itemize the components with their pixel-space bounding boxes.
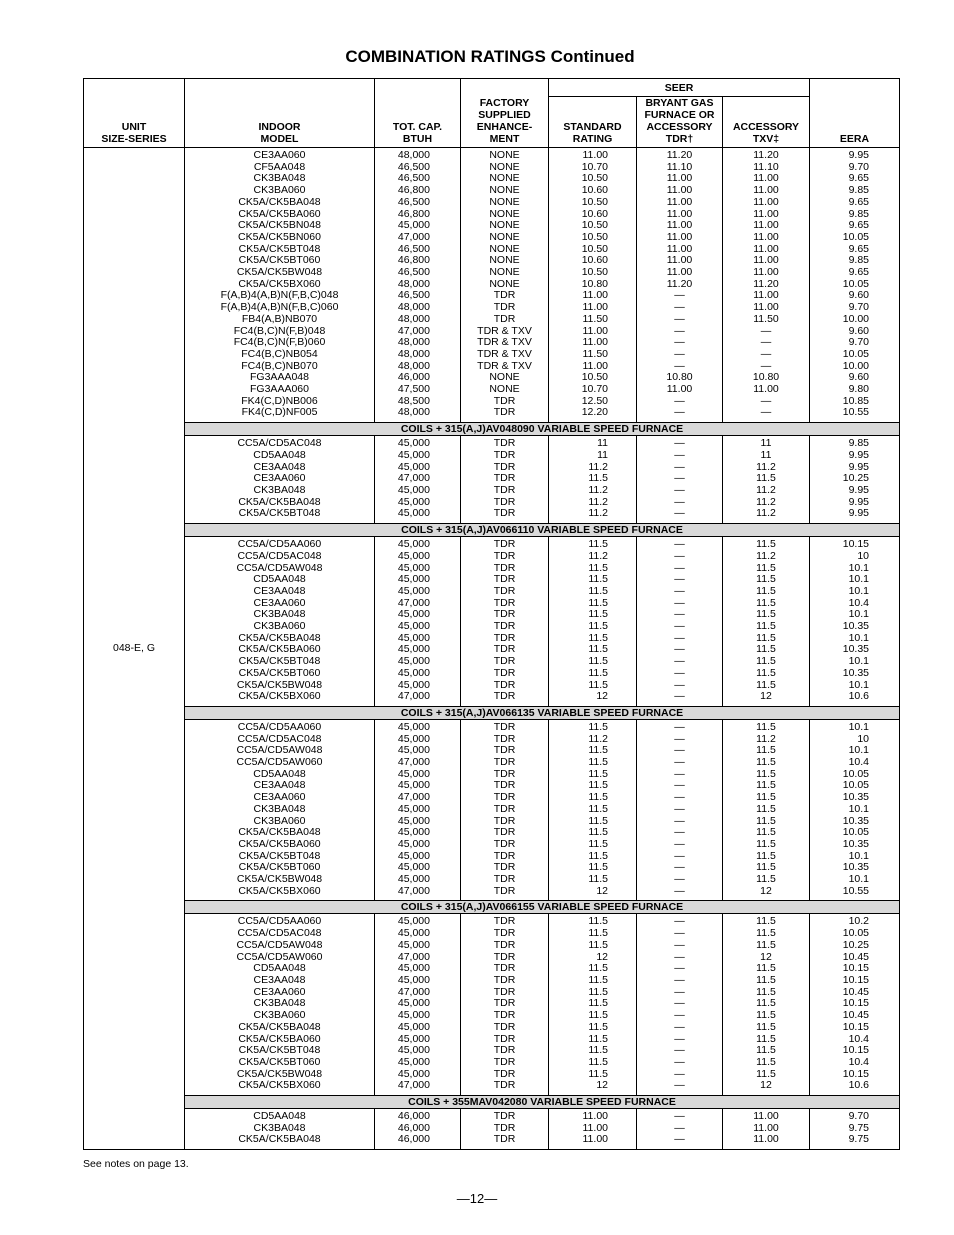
accessory-txv-cell: 11.00 11.00 11.00 [723,1109,810,1150]
accessory-txv-cell: 11.5 11.5 11.5 12 11.5 11.5 11.5 11.5 11.5 11.5 11.5 11.5 11.5 11.5 12 [723,914,810,1096]
accessory-txv-cell: 11.5 11.2 11.5 11.5 11.5 11.5 11.5 11.5 11.5 11.5 11.5 11.5 11.5 11.5 12 [723,719,810,901]
bryant-tdr-cell: — — — — — — — — — — — — — — — [637,719,723,901]
tot-cap-cell: 46,000 46,000 46,000 [375,1109,461,1150]
header-unit-size-series: UNIT SIZE-SERIES [84,79,185,148]
accessory-txv-cell: 11 11 11.2 11.5 11.2 11.2 11.2 [723,436,810,524]
tot-cap-cell: 45,000 45,000 45,000 47,000 45,000 45,000 47,000 45,000 45,000 45,000 45,000 45,000 45,000 45,000 47,000 [375,914,461,1096]
tot-cap-cell: 45,000 45,000 45,000 47,000 45,000 45,000 45,000 [375,436,461,524]
enhancement-cell: TDR TDR TDR [461,1109,549,1150]
bryant-tdr-cell: — — — [637,1109,723,1150]
tot-cap-cell: 45,000 45,000 45,000 45,000 45,000 47,000 45,000 45,000 45,000 45,000 45,000 45,000 45,000 47,000 [375,537,461,707]
bryant-tdr-cell: 11.20 11.10 11.00 11.00 11.00 11.00 11.00 11.00 11.00 11.00 11.00 11.20 — — — — — — — 10.80 11.00 — — [637,148,723,423]
page-title: COMBINATION RATINGS Continued [345,47,635,66]
eera-cell: 10.1 10 10.1 10.4 10.05 10.05 10.35 10.1 10.35 10.05 10.35 10.1 10.35 10.1 10.55 [810,719,900,901]
indoor-model-cell: CE3AA060 CF5AA048 CK3BA048 CK3BA060 CK5A/CK5BA048 CK5A/CK5BA060 CK5A/CK5BN048 CK5A/CK5BN060 CK5A/CK5BT048 CK5A/CK5BT060 CK5A/CK5BW048 CK5A/CK5BX060 F(A,B)4(A,B)N(F,B,C)048 F(A,B)4(A,B)N(F,B,C)060 FB4(A,B)NB070 FC4(B,C)N(F,B)048 FC4(B,C)N(F,B)060 FC4(B,C)NB054 FC4(B,C)NB070 FG3AAA048 FG3AAA060 FK4(C,D)NB006 FK4(C,D)NF005 [185,148,375,423]
standard-rating-cell: 11.5 11.2 11.5 11.5 11.5 11.5 11.5 11.5 11.5 11.5 11.5 11.5 11.5 12 [549,537,637,707]
enhancement-cell: NONE NONE NONE NONE NONE NONE NONE NONE NONE NONE NONE NONE TDR TDR TDR TDR & TXV TDR & TXV TDR & TXV TDR & TXV NONE NONE TDR TDR [461,148,549,423]
tot-cap-cell: 45,000 45,000 45,000 47,000 45,000 45,000 47,000 45,000 45,000 45,000 45,000 45,000 45,000 45,000 47,000 [375,719,461,901]
tot-cap-cell: 48,000 46,500 46,500 46,800 46,500 46,800 45,000 47,000 46,500 46,800 46,500 48,000 46,500 48,000 48,000 47,000 48,000 48,000 48,000 46,000 47,500 48,500 48,000 [375,148,461,423]
table-row-group [84,1109,900,1150]
standard-rating-cell: 11.5 11.5 11.5 12 11.5 11.5 11.5 11.5 11.5 11.5 11.5 11.5 11.5 11.5 12 [549,914,637,1096]
bryant-tdr-cell: — — — — — — — — — — — — — — [637,537,723,707]
enhancement-cell: TDR TDR TDR TDR TDR TDR TDR TDR TDR TDR TDR TDR TDR TDR TDR [461,719,549,901]
enhancement-cell: TDR TDR TDR TDR TDR TDR TDR TDR TDR TDR TDR TDR TDR TDR [461,537,549,707]
indoor-model-cell: CC5A/CD5AA060 CC5A/CD5AC048 CC5A/CD5AW048 CD5AA048 CE3AA048 CE3AA060 CK3BA048 CK3BA060 CK5A/CK5BA048 CK5A/CK5BA060 CK5A/CK5BT048 CK5A/CK5BT060 CK5A/CK5BW048 CK5A/CK5BX060 [185,537,375,707]
header-eera: EERA [810,79,900,148]
standard-rating-cell: 11.5 11.2 11.5 11.5 11.5 11.5 11.5 11.5 11.5 11.5 11.5 11.5 11.5 11.5 12 [549,719,637,901]
furnace-band-label: COILS + 315(A,J)AV066155 VARIABLE SPEED FURNACE [185,901,900,914]
eera-cell: 9.70 9.75 9.75 [810,1109,900,1150]
accessory-txv-cell: 11.20 11.10 11.00 11.00 11.00 11.00 11.00 11.00 11.00 11.00 11.00 11.20 11.00 11.00 11.50 — — — — 10.80 11.00 — — [723,148,810,423]
table-row-group [84,719,900,901]
standard-rating-cell: 11.00 10.70 10.50 10.60 10.50 10.60 10.50 10.50 10.50 10.60 10.50 10.80 11.00 11.00 11.50 11.00 11.00 11.50 11.00 10.50 10.70 12.50 12.20 [549,148,637,423]
header-bryant-tdr: BRYANT GAS FURNACE OR ACCESSORY TDR† [637,97,723,148]
header-standard-rating: STANDARD RATING [549,97,637,148]
indoor-model-cell: CC5A/CD5AA060 CC5A/CD5AC048 CC5A/CD5AW048 CC5A/CD5AW060 CD5AA048 CE3AA048 CE3AA060 CK3BA048 CK3BA060 CK5A/CK5BA048 CK5A/CK5BA060 CK5A/CK5BT048 CK5A/CK5BT060 CK5A/CK5BW048 CK5A/CK5BX060 [185,719,375,901]
furnace-band-label: COILS + 315(A,J)AV066110 VARIABLE SPEED FURNACE [185,524,900,537]
page-number: —12— [456,1191,498,1206]
header-seer: SEER [549,79,810,97]
header-factory-enhancement: FACTORY SUPPLIED ENHANCE- MENT [461,79,549,148]
standard-rating-cell: 11.00 11.00 11.00 [549,1109,637,1150]
table-row-group [84,148,900,423]
table-row-group [84,436,900,524]
furnace-band-label: COILS + 355MAV042080 VARIABLE SPEED FURNACE [185,1096,900,1109]
furnace-band-row [84,423,900,436]
furnace-band-row [84,706,900,719]
table-row-group [84,537,900,707]
enhancement-cell: TDR TDR TDR TDR TDR TDR TDR [461,436,549,524]
eera-cell: 10.15 10 10.1 10.1 10.1 10.4 10.1 10.35 10.1 10.35 10.1 10.35 10.1 10.6 [810,537,900,707]
notes-reference: See notes on page 13. [83,1158,189,1170]
indoor-model-cell: CC5A/CD5AC048 CD5AA048 CE3AA048 CE3AA060 CK3BA048 CK5A/CK5BA048 CK5A/CK5BT048 [185,436,375,524]
enhancement-cell: TDR TDR TDR TDR TDR TDR TDR TDR TDR TDR TDR TDR TDR TDR TDR [461,914,549,1096]
header-indoor-model: INDOOR MODEL [185,79,375,148]
indoor-model-cell: CD5AA048 CK3BA048 CK5A/CK5BA048 [185,1109,375,1150]
furnace-band-label: COILS + 315(A,J)AV048090 VARIABLE SPEED FURNACE [185,423,900,436]
eera-cell: 9.95 9.70 9.65 9.85 9.65 9.85 9.65 10.05 9.65 9.85 9.65 10.05 9.60 9.70 10.00 9.60 9.70 10.05 10.00 9.60 9.80 10.85 10.55 [810,148,900,423]
table-row-group [84,914,900,1096]
combination-ratings-table [83,78,900,1150]
furnace-band-row [84,901,900,914]
accessory-txv-cell: 11.5 11.2 11.5 11.5 11.5 11.5 11.5 11.5 11.5 11.5 11.5 11.5 11.5 12 [723,537,810,707]
eera-cell: 9.85 9.95 9.95 10.25 9.95 9.95 9.95 [810,436,900,524]
header-tot-cap: TOT. CAP. BTUH [375,79,461,148]
header-accessory-txv: ACCESSORY TXV‡ [723,97,810,148]
furnace-band-row [84,1096,900,1109]
eera-cell: 10.2 10.05 10.25 10.45 10.15 10.15 10.45 10.15 10.45 10.15 10.4 10.15 10.4 10.15 10.6 [810,914,900,1096]
furnace-band-row [84,524,900,537]
standard-rating-cell: 11 11 11.2 11.5 11.2 11.2 11.2 [549,436,637,524]
indoor-model-cell: CC5A/CD5AA060 CC5A/CD5AC048 CC5A/CD5AW048 CC5A/CD5AW060 CD5AA048 CE3AA048 CE3AA060 CK3BA048 CK3BA060 CK5A/CK5BA048 CK5A/CK5BA060 CK5A/CK5BT048 CK5A/CK5BT060 CK5A/CK5BW048 CK5A/CK5BX060 [185,914,375,1096]
bryant-tdr-cell: — — — — — — — — — — — — — — — [637,914,723,1096]
bryant-tdr-cell: — — — — — — — [637,436,723,524]
furnace-band-label: COILS + 315(A,J)AV066135 VARIABLE SPEED FURNACE [185,706,900,719]
unit-size-series-cell: 048-E, G [84,148,185,1150]
